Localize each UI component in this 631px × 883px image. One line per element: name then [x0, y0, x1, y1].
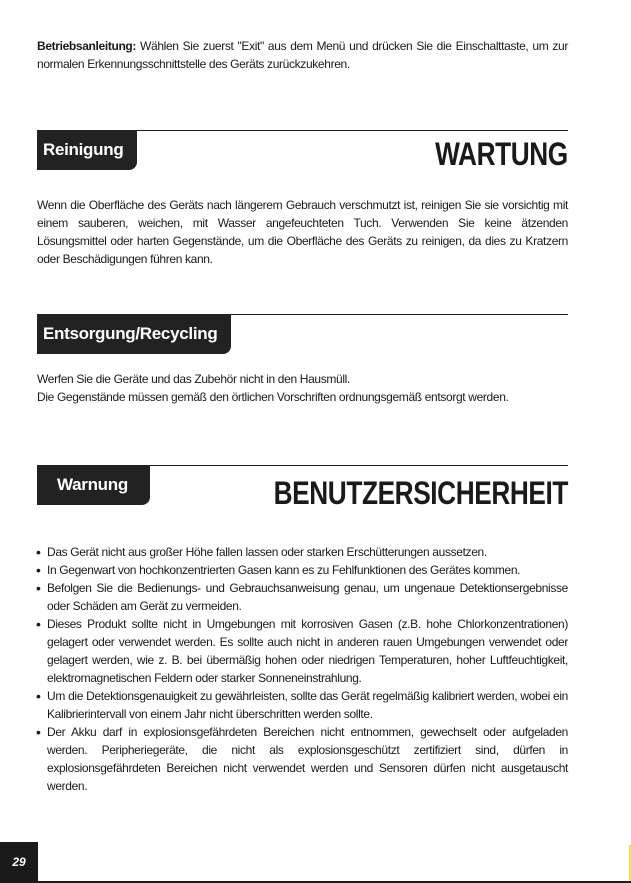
cleaning-paragraph: Wenn die Oberfläche des Geräts nach längerem Gebrauch verschmutzt ist, reinigen Sie sie vorsichtig mit einem sauberen, weichen, mit Wasser angefeuchteten Tuch. Verwenden Sie keine ätzenden Lösungsmittel oder harten Gegenstände, um die Oberfläche des Geräts zu reinigen, da dies zu Kratzern oder Beschädigungen führen kann.: [37, 198, 568, 266]
operating-instruction-label: Betriebsanleitung:: [37, 39, 137, 53]
safety-bullet-6: • Der Akku darf in explosionsgefährdeten Bereichen nicht entnommen, gewechselt oder aufgeladen werden. Peripheriegeräte, die nicht als explosionsgeschützt zertifiziert sind, dürfen in explosionsgefährdeten Bereichen nicht verwendet werden und Sensoren dürfen nicht ausgetauscht werden.: [37, 723, 568, 795]
safety-bullet-2: • In Gegenwart von hochkonzentrierten Gasen kann es zu Fehlfunktionen des Gerätes kommen.: [37, 561, 568, 579]
disposal-section-header: [37, 314, 568, 358]
disposal-tab: Entsorgung/Recycling: [37, 314, 231, 354]
safety-bullet-4: • Dieses Produkt sollte nicht in Umgebungen mit korrosiven Gasen (z.B. hohe Chlorkonzentrationen) gelagert oder verwendet werden. Es sollte auch nicht in anderen rauen Umgebungen verwendet oder gelagert werden, wie z. B. bei übermäßig hohen oder niedrigen Temperaturen, hoher Luftfeuchtigkeit, elektromagnetischen Feldern oder starker Sonneneinstrahlung.: [37, 615, 568, 687]
maintenance-title: WARTUNG: [435, 136, 568, 172]
page-number: 29: [0, 842, 38, 882]
maintenance-section-header: [37, 130, 568, 174]
safety-bullet-3: • Befolgen Sie die Bedienungs- und Gebrauchsanweisung genau, um ungenaue Detektionsergebnisse oder Schäden am Gerät zu vermeiden.: [37, 579, 568, 615]
operating-instruction-paragraph: [37, 37, 568, 73]
safety-bullet-list: [37, 543, 568, 795]
safety-bullet-1: • Das Gerät nicht aus großer Höhe fallen lassen oder starken Erschütterungen aussetzen.: [37, 543, 568, 561]
cleaning-tab: Reinigung: [37, 130, 137, 170]
safety-bullet-5: • Um die Detektionsgenauigkeit zu gewährleisten, sollte das Gerät regelmäßig kalibriert werden, wobei ein Kalibrierintervall von einem Jahr nicht überschritten werden sollte.: [37, 687, 568, 723]
warning-tab: Warnung: [37, 465, 150, 505]
safety-section-header: [37, 465, 568, 509]
disposal-paragraph: [37, 370, 568, 406]
disposal-line-1: Werfen Sie die Geräte und das Zubehör nicht in den Hausmüll.: [37, 372, 350, 386]
operating-instruction-text: Wählen Sie zuerst "Exit" aus dem Menü und drücken Sie die Einschalttaste, um zur normalen Erkennungsschnittstelle des Geräts zurückzukehren.: [37, 39, 568, 71]
disposal-line-2: Die Gegenstände müssen gemäß den örtlichen Vorschriften ordnungsgemäß entsorgt werden.: [37, 390, 509, 404]
user-safety-title: BENUTZERSICHERHEIT: [273, 475, 568, 511]
